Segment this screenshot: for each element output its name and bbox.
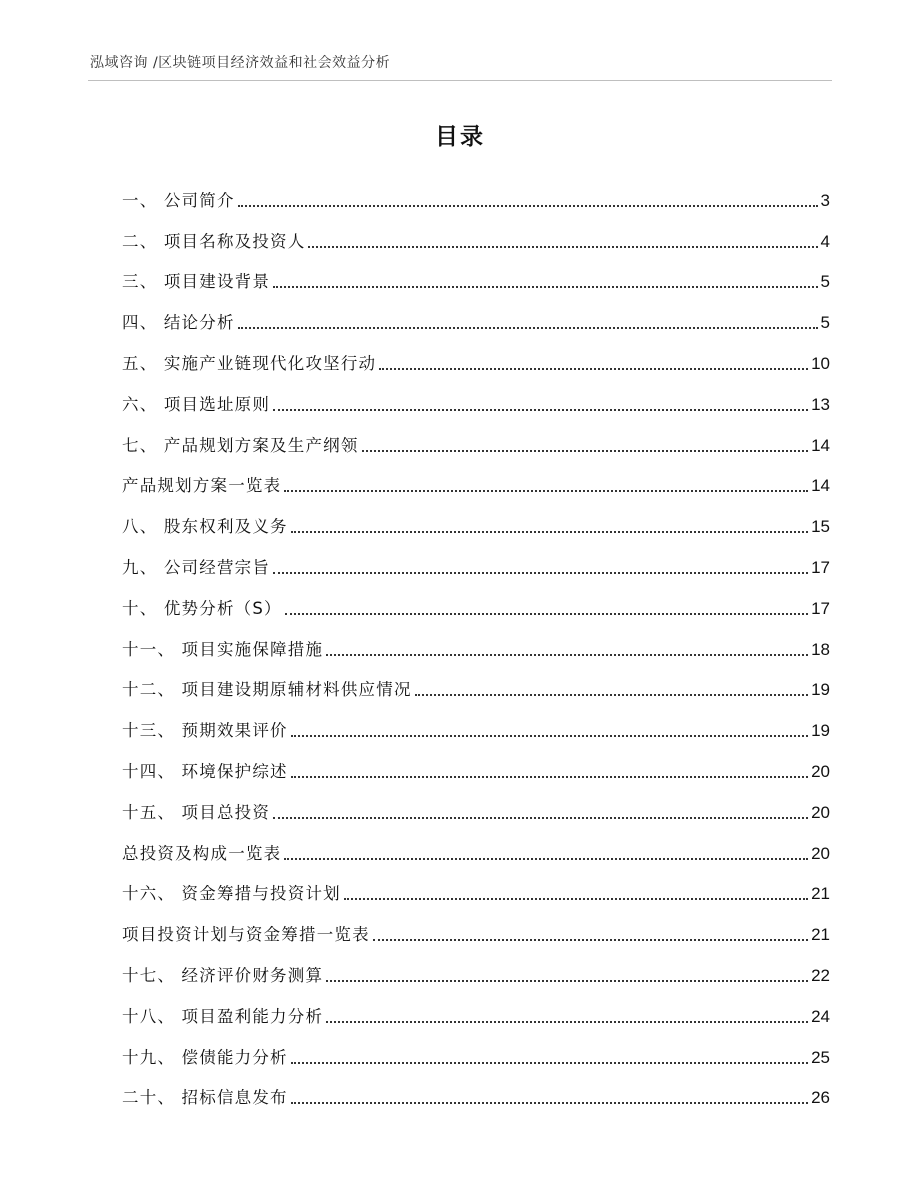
- toc-entry-page: 15: [811, 517, 830, 537]
- toc-entry[interactable]: [122, 254, 830, 295]
- table-of-contents: [122, 172, 830, 1110]
- toc-entry-label: 八、 股东权利及义务: [122, 517, 288, 537]
- toc-entry-label: 十四、 环境保护综述: [122, 761, 288, 781]
- toc-leader-dots: [291, 1062, 808, 1064]
- toc-entry-page: 25: [811, 1047, 830, 1067]
- toc-entry-page: 21: [811, 884, 830, 904]
- toc-leader-dots: [415, 694, 808, 696]
- toc-entry-page: 5: [820, 313, 830, 333]
- toc-entry-label: 十五、 项目总投资: [122, 802, 271, 822]
- toc-leader-dots: [273, 409, 808, 411]
- toc-entry-label: 总投资及构成一览表: [122, 843, 282, 863]
- page-title: 目录: [435, 124, 485, 150]
- toc-entry-page: 19: [811, 680, 830, 700]
- toc-entry[interactable]: [122, 947, 830, 988]
- toc-entry[interactable]: [122, 580, 830, 621]
- toc-entry-page: 14: [811, 476, 830, 496]
- toc-leader-dots: [308, 246, 817, 248]
- toc-entry-label: 十六、 资金筹措与投资计划: [122, 884, 341, 904]
- toc-leader-dots: [284, 490, 808, 492]
- running-header: 泓域咨询 /区块链项目经济效益和社会效益分析: [90, 55, 391, 71]
- toc-entry-page: 20: [811, 843, 830, 863]
- toc-entry-page: 26: [811, 1088, 830, 1108]
- toc-entry[interactable]: [122, 621, 830, 662]
- toc-entry[interactable]: [122, 743, 830, 784]
- toc-leader-dots: [291, 1102, 808, 1104]
- toc-entry-label: 十七、 经济评价财务测算: [122, 965, 324, 985]
- toc-entry-label: 产品规划方案一览表: [122, 476, 282, 496]
- toc-entry-page: 22: [811, 965, 830, 985]
- toc-entry[interactable]: [122, 417, 830, 458]
- toc-entry[interactable]: [122, 906, 830, 947]
- toc-entry-page: 17: [811, 598, 830, 618]
- toc-leader-dots: [273, 572, 808, 574]
- toc-entry[interactable]: [122, 335, 830, 376]
- toc-entry-page: 19: [811, 721, 830, 741]
- toc-entry-page: 20: [811, 761, 830, 781]
- toc-leader-dots: [373, 939, 808, 941]
- toc-entry-label: 五、 实施产业链现代化攻坚行动: [122, 353, 377, 373]
- toc-entry-page: 14: [811, 435, 830, 455]
- toc-entry[interactable]: [122, 294, 830, 335]
- toc-entry-label: 十一、 项目实施保障措施: [122, 639, 324, 659]
- toc-entry-page: 4: [820, 231, 830, 251]
- toc-leader-dots: [326, 1021, 808, 1023]
- toc-entry-label: 十、 优势分析（S）: [122, 598, 282, 618]
- toc-entry-label: 二十、 招标信息发布: [122, 1088, 288, 1108]
- toc-leader-dots: [362, 450, 809, 452]
- toc-leader-dots: [285, 613, 808, 615]
- toc-entry[interactable]: [122, 784, 830, 825]
- toc-entry[interactable]: [122, 172, 830, 213]
- toc-entry[interactable]: [122, 988, 830, 1029]
- toc-entry-page: 3: [820, 190, 830, 210]
- toc-entry-page: 21: [811, 925, 830, 945]
- toc-leader-dots: [344, 898, 808, 900]
- toc-entry-label: 三、 项目建设背景: [122, 272, 271, 292]
- toc-entry[interactable]: [122, 825, 830, 866]
- toc-entry-label: 十二、 项目建设期原辅材料供应情况: [122, 680, 412, 700]
- toc-leader-dots: [291, 735, 808, 737]
- toc-leader-dots: [238, 205, 818, 207]
- toc-leader-dots: [291, 531, 808, 533]
- toc-entry-label: 七、 产品规划方案及生产纲领: [122, 435, 359, 455]
- toc-entry[interactable]: [122, 866, 830, 907]
- toc-entry-label: 十八、 项目盈利能力分析: [122, 1006, 324, 1026]
- toc-entry-page: 17: [811, 557, 830, 577]
- header-rule: [88, 80, 832, 81]
- toc-entry-page: 13: [811, 394, 830, 414]
- toc-entry-page: 18: [811, 639, 830, 659]
- toc-entry-label: 九、 公司经营宗旨: [122, 557, 271, 577]
- toc-leader-dots: [326, 980, 808, 982]
- toc-entry-label: 二、 项目名称及投资人: [122, 231, 306, 251]
- toc-leader-dots: [273, 286, 817, 288]
- toc-entry-page: 10: [811, 353, 830, 373]
- toc-entry-label: 一、 公司简介: [122, 190, 235, 210]
- toc-entry[interactable]: [122, 539, 830, 580]
- toc-leader-dots: [291, 776, 808, 778]
- toc-leader-dots: [326, 654, 808, 656]
- toc-leader-dots: [238, 327, 818, 329]
- toc-entry[interactable]: [122, 498, 830, 539]
- toc-leader-dots: [284, 858, 808, 860]
- toc-entry[interactable]: [122, 1029, 830, 1070]
- toc-entry[interactable]: [122, 1070, 830, 1111]
- toc-entry[interactable]: [122, 702, 830, 743]
- toc-entry-label: 六、 项目选址原则: [122, 394, 271, 414]
- toc-leader-dots: [379, 368, 808, 370]
- toc-entry-label: 四、 结论分析: [122, 313, 235, 333]
- toc-entry[interactable]: [122, 458, 830, 499]
- toc-entry-page: 24: [811, 1006, 830, 1026]
- toc-entry-page: 5: [820, 272, 830, 292]
- toc-entry[interactable]: [122, 662, 830, 703]
- toc-entry-page: 20: [811, 802, 830, 822]
- toc-entry-label: 十三、 预期效果评价: [122, 721, 288, 741]
- toc-entry-label: 十九、 偿债能力分析: [122, 1047, 288, 1067]
- toc-entry-label: 项目投资计划与资金筹措一览表: [122, 925, 370, 945]
- toc-entry[interactable]: [122, 213, 830, 254]
- toc-leader-dots: [273, 817, 808, 819]
- toc-entry[interactable]: [122, 376, 830, 417]
